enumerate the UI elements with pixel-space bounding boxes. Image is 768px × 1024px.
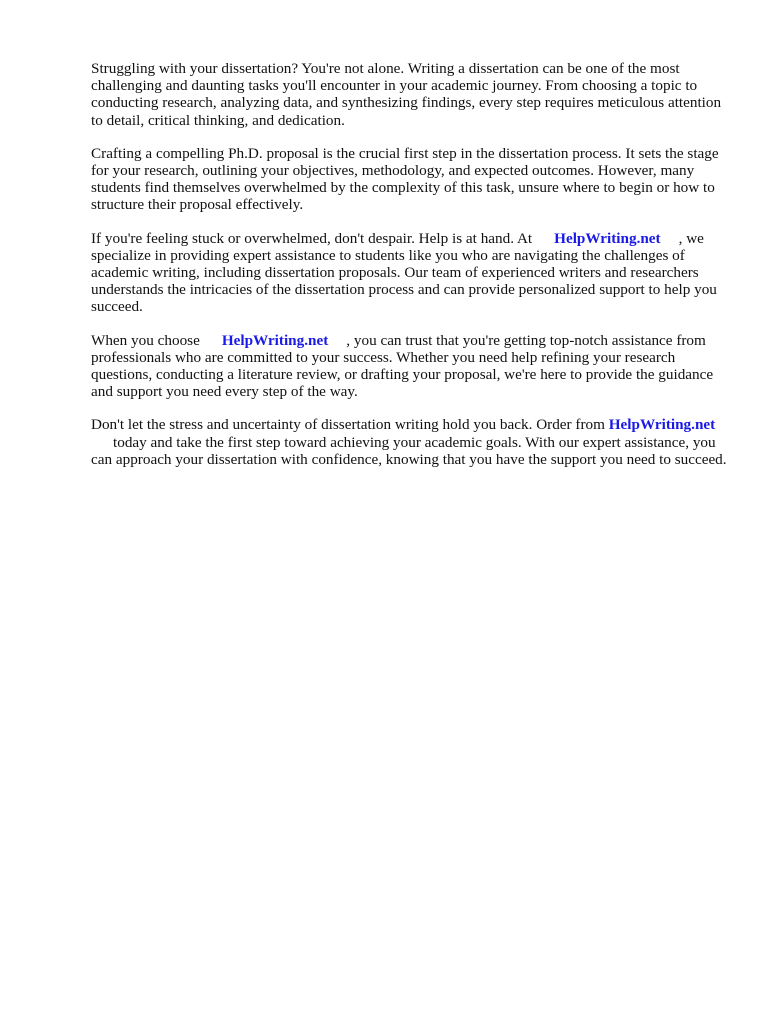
paragraph-order-text-before: Don't let the stress and uncertainty of dissertation writing hold you back. Order from xyxy=(91,416,605,434)
paragraph-order-text-after: today and take the first step toward achieving your academic goals. With our expert assistance, you can approach your dissertation with confidence, knowing that you have the support you need to succeed. xyxy=(91,433,727,468)
helpwriting-link[interactable]: HelpWriting.net xyxy=(608,416,716,434)
paragraph-help-text-before: If you're feeling stuck or overwhelmed, don't despair. Help is at hand. At xyxy=(91,229,533,247)
paragraph-help xyxy=(91,230,731,316)
paragraph-intro: Struggling with your dissertation? You're not alone. Writing a dissertation can be one of the most challenging and daunting tasks you'll encounter in your academic journey. From choosing a topic to conducting research, analyzing data, and synthesizing findings, every step requires meticulous attention to detail, critical thinking, and dedication. xyxy=(91,60,722,129)
helpwriting-link[interactable]: HelpWriting.net xyxy=(554,229,661,247)
helpwriting-link[interactable]: HelpWriting.net xyxy=(221,331,329,349)
paragraph-order xyxy=(91,416,731,468)
paragraph-choose-text-after: , you can trust that you're getting top-notch assistance from professionals who are committed to your success. Whether you need help refining your research questions, conducting a literature review, or drafting your proposal, we're here to provide the guidance and support you need every step of the way. xyxy=(91,331,714,401)
paragraph-choose xyxy=(91,332,731,401)
paragraph-proposal: Crafting a compelling Ph.D. proposal is the crucial first step in the dissertation process. It sets the stage for your research, outlining your objectives, methodology, and expected outcomes. However, many students find themselves overwhelmed by the complexity of this task, unsure where to begin or how to structure their proposal effectively. xyxy=(91,144,719,214)
paragraph-choose-text-before: When you choose xyxy=(91,331,200,349)
paragraph-help-text-after: , we specialize in providing expert assistance to students like you who are navigating the challenges of academic writing, including dissertation proposals. Our team of experienced writers and researchers understands the intricacies of the dissertation process and can provide personalized support to help you succeed. xyxy=(91,229,717,316)
document-body xyxy=(91,60,731,484)
